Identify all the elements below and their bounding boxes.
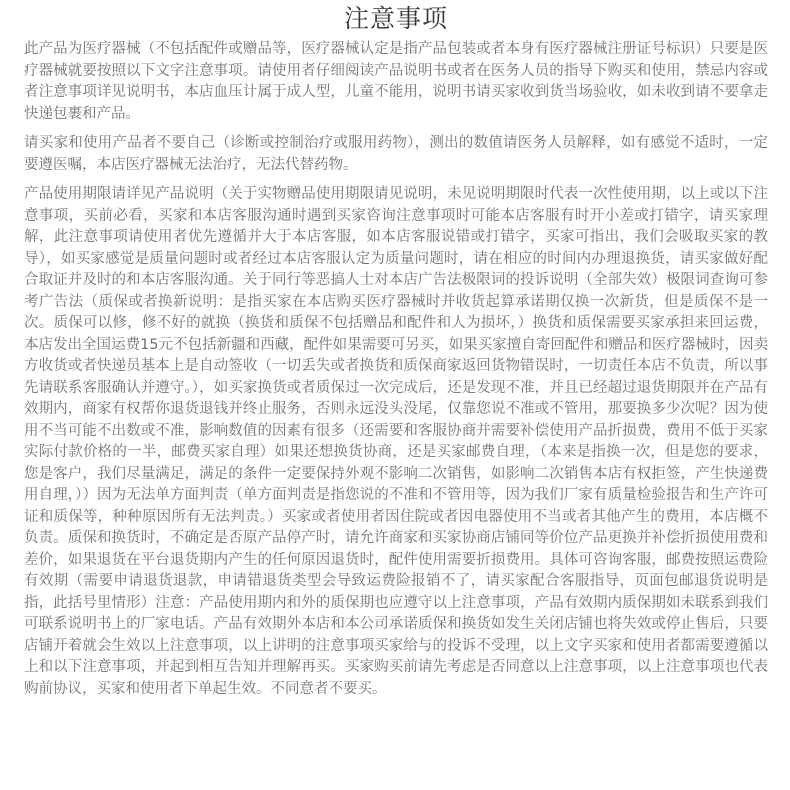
notice-paragraph-medical-device: 此产品为医疗器械（不包括配件或赠品等，医疗器械认定是指产品包装或者本身有医疗器械注册证号标识）只要是医疗器械就要按照以下文字注意事项。请使用者仔细阅读产品说明书或者在医务人员的指导下购买和使用，禁忌内容或者注意事项详见说明书，本店血压计属于成人型，儿童不能用，说明书请买家收到货当场验收，如未收到请不要拿走快递包裹和产品。 bbox=[24, 41, 768, 122]
notice-paragraph-usage-advice: 请买家和使用产品者不要自己（诊断或控制治疗或服用药物），测出的数值请医务人员解释，如有感觉不适时，一定要遵医嘱，本店医疗器械无法治疗，无法代替药物。 bbox=[24, 135, 768, 173]
notice-paragraph-warranty-terms: 产品使用期限请详见产品说明（关于实物赠品使用期限请见说明，未见说明期限时代表一次性使用期，以上或以下注意事项，买前必看，买家和本店客服沟通时遇到买家咨询注意事项时可能本店客服有时开小差或打错字，请买家理解，此注意事项请使用者优先遵循并大于本店客服，如本店客服说错或打错字，买家可指出，我们会吸取买家的教导），如买家感觉是质量问题时或者经过本店客服认定为质量问题时，请在相应的时间内办理退换货，请买家做好配合取证并及时的和本店客服沟通。关于同行等恶搞人士对本店广告法极限词的投诉说明（全部失效）极限词查询可参考广告法（质保或者换新说明：是指买家在本店购买医疗器械时并收货起算承诺期仅换一次新货，但是质保不是一次。质保可以修，修不好的就换（换货和质保不包括赠品和配件和人为损坏，）换货和质保需要买家承担来回运费，本店发出全国运费15元不包括新疆和西藏，配件如果需要可另买，如果买家擅自寄回配件和赠品和医疗器械时，因卖方收货或者快递员基本上是自动签收（一切丢失或者换货和质保商家返回货物错误时，一切责任本店不负责，所以事先请联系客服确认并遵守。），如买家换货或者质保过一次完成后，还是发现不准，并且已经超过退货期限并在产品有效期内，商家有权帮你退货退钱并终止服务，否则永远没头没尾，仅靠您说不准或不管用，那要换多少次呢？因为使用不当可能不出数或不准，影响数值的因素有很多（还需要和客服协商并需要补偿使用产品折损费，费用不低于买家实际付款价格的一半，邮费买家自理）如果还想换货协商，还是买家邮费自理，（本来是指换一次，但是您的要求，您是客户，我们尽量满足，满足的条件一定要保持外观不影响二次销售，如影响二次销售本店有权拒签，产生快递费用自理，））因为无法单方面判责（单方面判责是指您说的不准和不管用等，因为我们厂家有质量检验报告和生产许可证和质保等，种种原因所有无法判责。）买家或者使用者因住院或者因电器使用不当或者其他产生的费用，本店概不负责。质保和换货时，不确定是否原产品停产时，请允许商家和买家协商店铺同等价位产品更换并补偿折损使用费和差价，如果退货在平台退货期内产生的任何原因退货时，配件使用需要折损费用。具体可咨询客服，邮费按照运费险有效期（需要申请退货退款，申请错退货类型会导致运费险报销不了，请买家配合客服指导，页面包邮退货说明是指，此括号里情形）注意：产品使用期内和外的质保期也应遵守以上注意事项，产品有效期内质保期如未联系到我们可联系说明书上的厂家电话。产品有效期外本店和本公司承诺质保和换货如发生关闭店铺也将失效或停止售后，只要店铺开着就会生效以上注意事项，以上讲明的注意事项买家给与的投诉不受理，以上文字买家和使用者都需要遵循以上和以下注意事项，并起到相互告知并理解再买。买家购买前请先考虑是否同意以上注意事项，以上注意事项也代表购前协议，买家和使用者下单起生效。不同意者不要买。 bbox=[24, 186, 768, 697]
page-title: 注意事项 bbox=[343, 4, 448, 33]
